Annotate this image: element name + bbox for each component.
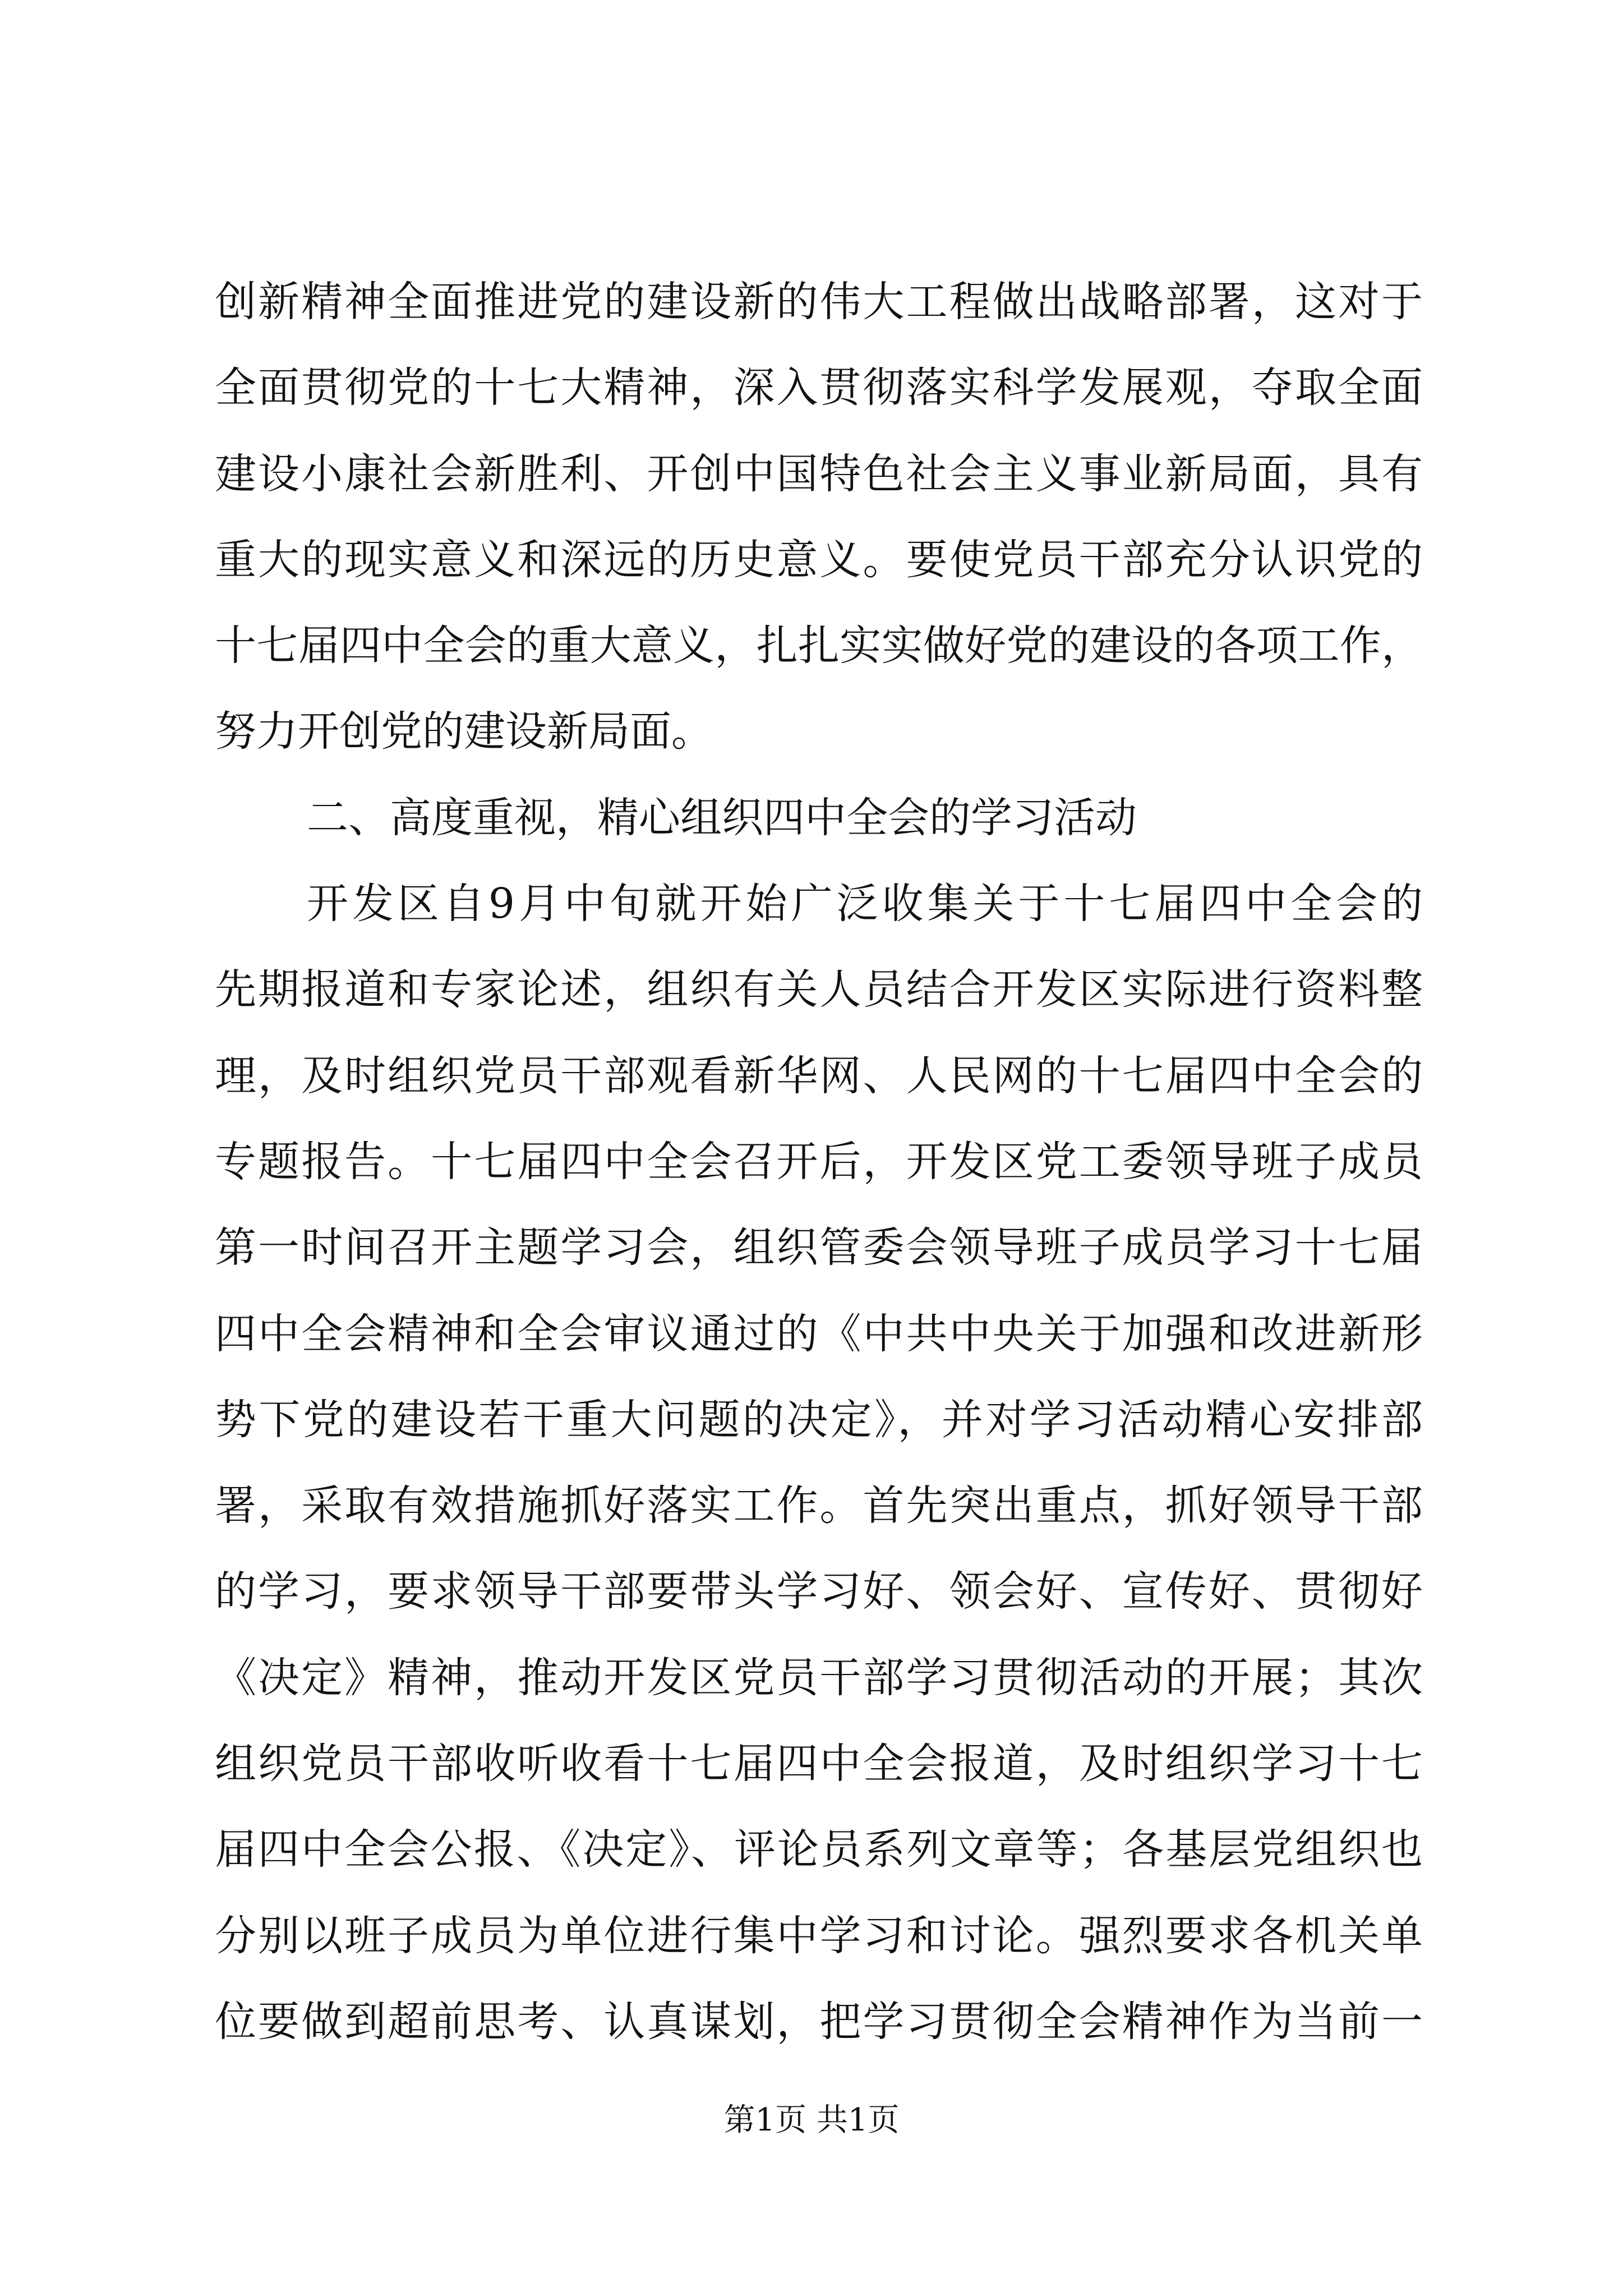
text-line: 创新精神全面推进党的建设新的伟大工程做出战略部署，这对于	[215, 278, 1423, 326]
text-line: 分别以班子成员为单位进行集中学习和讨论。强烈要求各机关单	[215, 1911, 1423, 1960]
text-line: 四中全会精神和全会审议通过的《中共中央关于加强和改进新形	[215, 1309, 1423, 1358]
document-body	[215, 259, 1423, 2065]
text-line: 届四中全会公报、《决定》、评论员系列文章等；各基层党组织也	[215, 1825, 1423, 1874]
text-line: 署，采取有效措施抓好落实工作。首先突出重点，抓好领导干部	[215, 1481, 1423, 1530]
text-line: 重大的现实意义和深远的历史意义。要使党员干部充分认识党的	[215, 535, 1423, 584]
text-line: 《决定》精神，推动开发区党员干部学习贯彻活动的开展；其次	[215, 1653, 1423, 1702]
text-line: 第一时间召开主题学习会，组织管委会领导班子成员学习十七届	[215, 1223, 1423, 1272]
section-heading: 二、高度重视，精心组织四中全会的学习活动	[307, 793, 1137, 842]
page-footer	[0, 2098, 1623, 2143]
text-line: 组织党员干部收听收看十七届四中全会报道，及时组织学习十七	[215, 1740, 1423, 1788]
page-number-label: 第1页 共1页	[723, 2102, 900, 2138]
text-line: 全面贯彻党的十七大精神，深入贯彻落实科学发展观，夺取全面	[215, 364, 1423, 412]
text-line: 先期报道和专家论述，组织有关人员结合开发区实际进行资料整	[215, 965, 1423, 1014]
text-line: 的学习，要求领导干部要带头学习好、领会好、宣传好、贯彻好	[215, 1567, 1423, 1616]
text-line: 势下党的建设若干重大问题的决定》，并对学习活动精心安排部	[215, 1395, 1423, 1444]
text-line: 建设小康社会新胜利、开创中国特色社会主义事业新局面，具有	[215, 449, 1423, 498]
text-line: 理，及时组织党员干部观看新华网、人民网的十七届四中全会的	[215, 1051, 1423, 1100]
text-line: 专题报告。十七届四中全会召开后，开发区党工委领导班子成员	[215, 1137, 1423, 1186]
text-line: 努力开创党的建设新局面。	[215, 707, 713, 756]
text-line: 位要做到超前思考、认真谋划，把学习贯彻全会精神作为当前一	[215, 1997, 1423, 2046]
text-line: 十七届四中全会的重大意义，扎扎实实做好党的建设的各项工作，	[215, 622, 1423, 670]
text-line: 开发区自9月中旬就开始广泛收集关于十七届四中全会的	[307, 880, 1423, 928]
